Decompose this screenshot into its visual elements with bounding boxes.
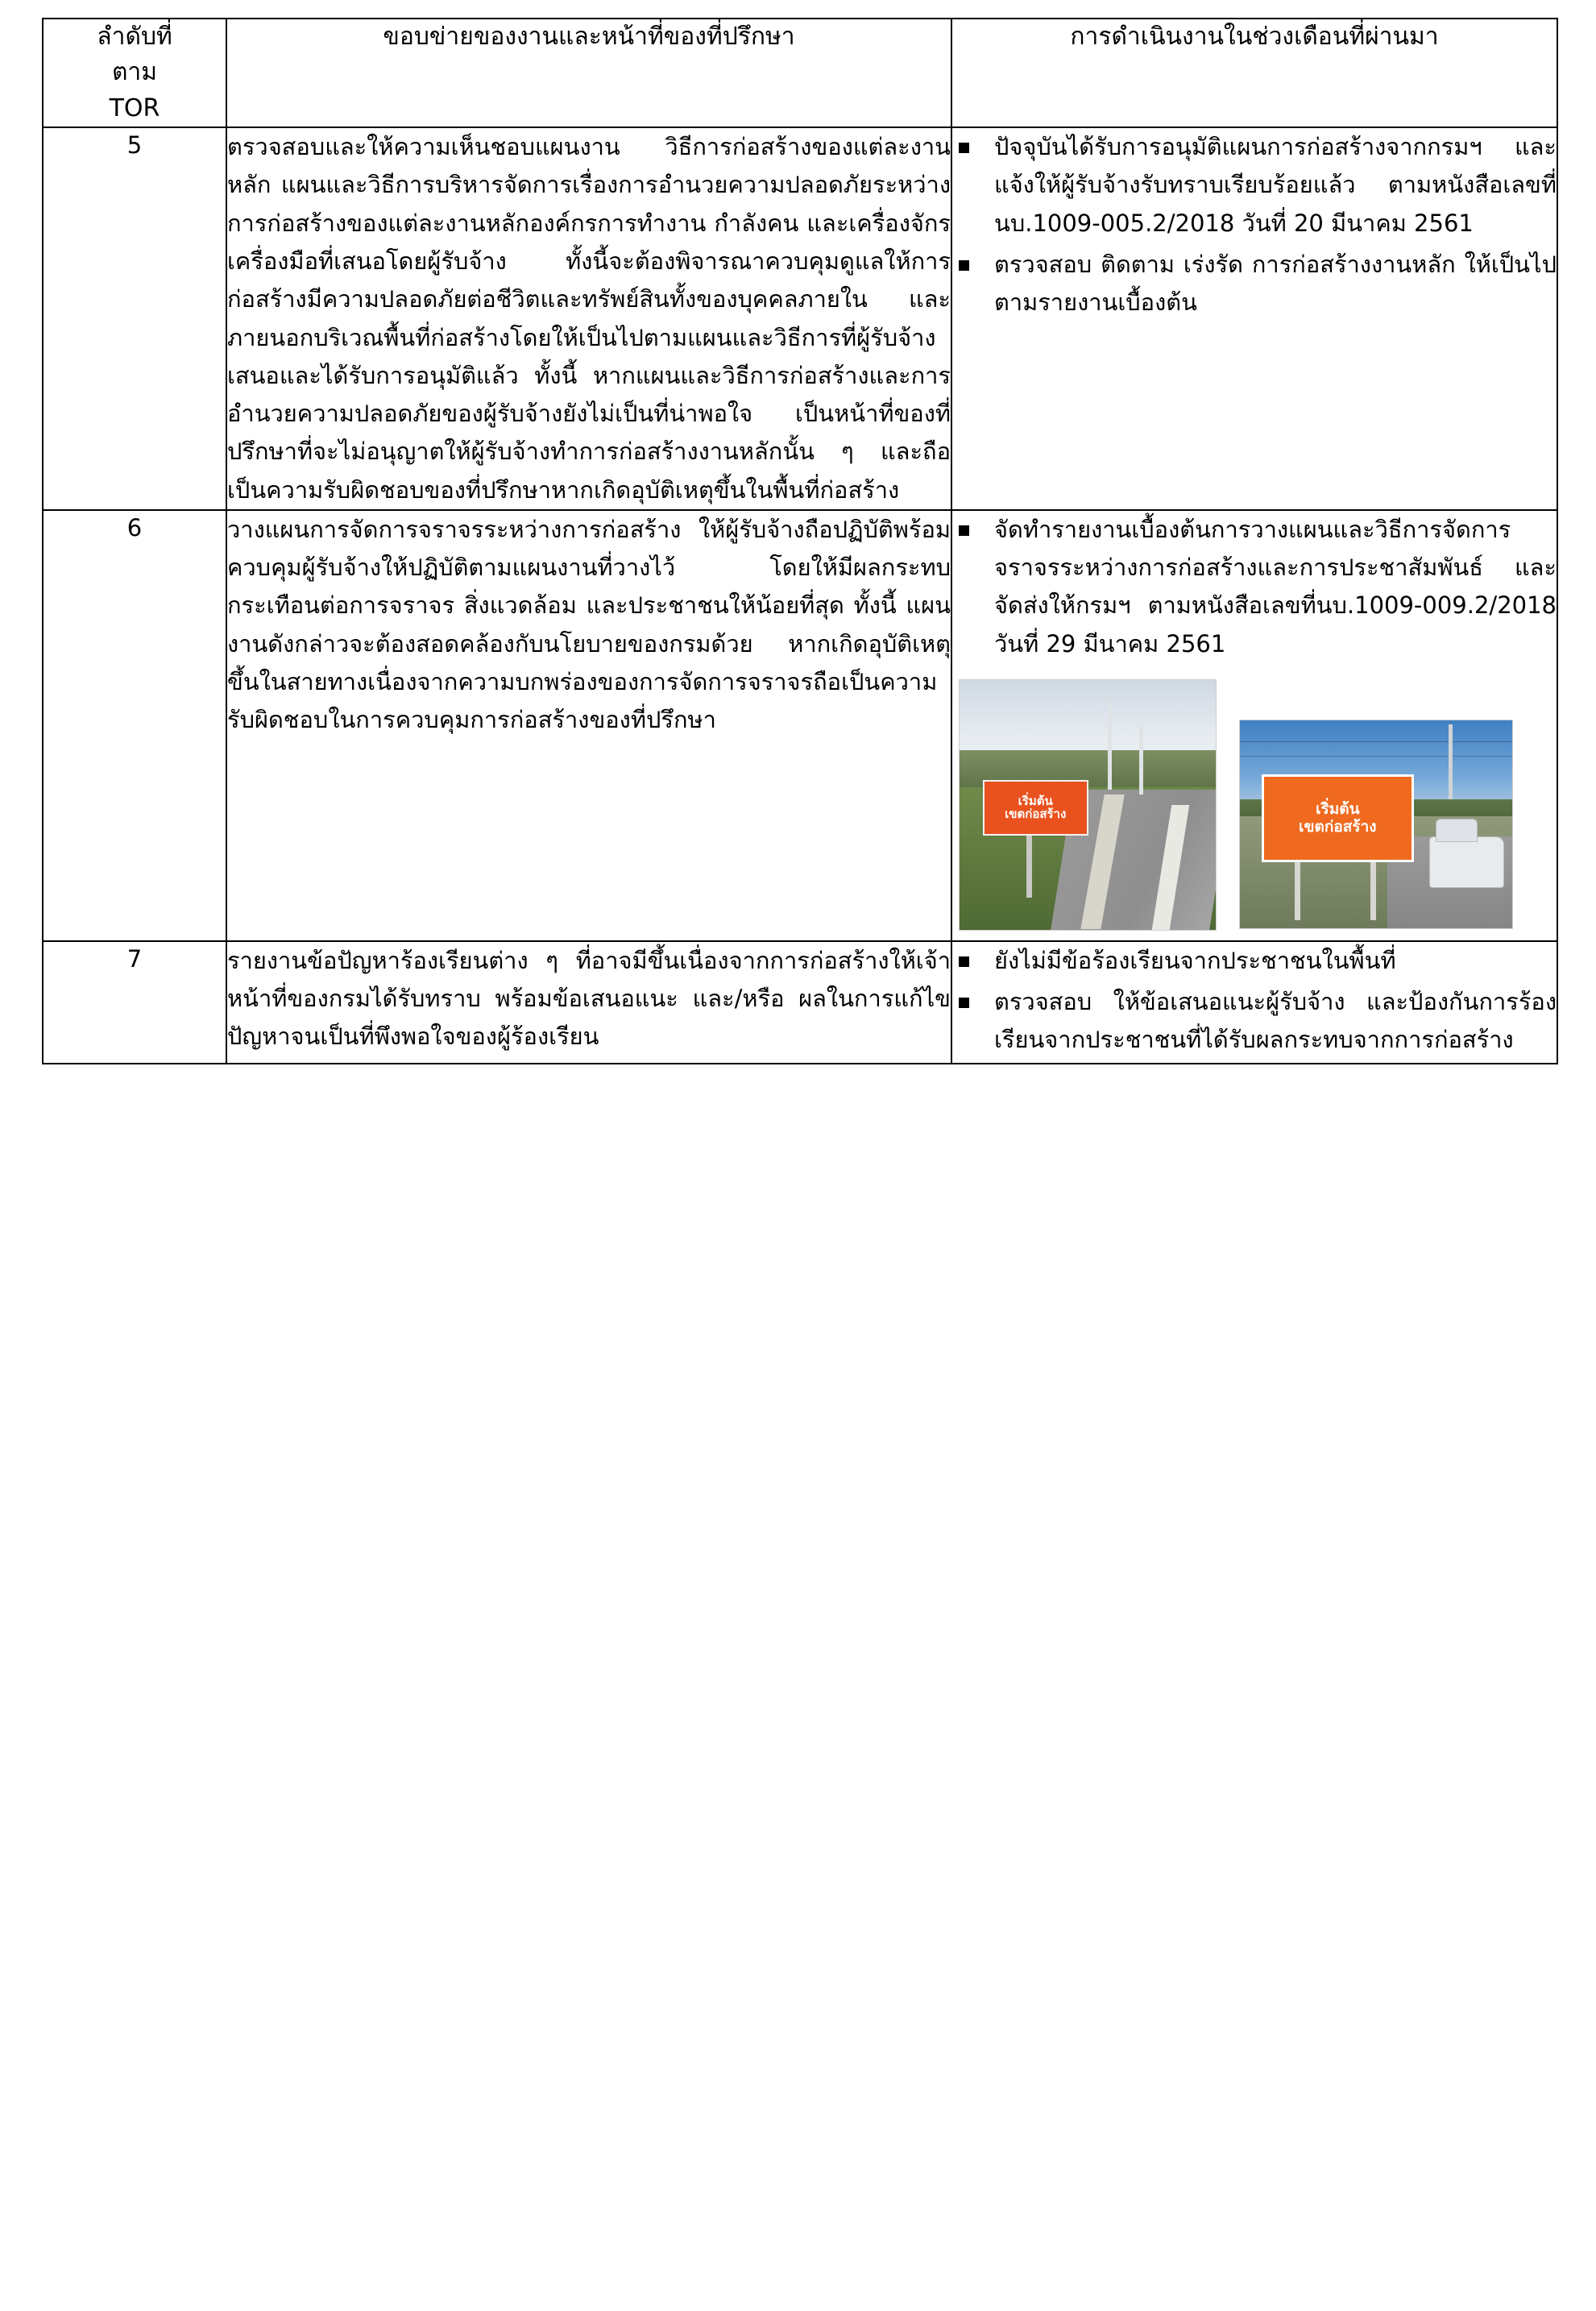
table-row xyxy=(43,510,1557,941)
cell-progress xyxy=(951,127,1557,510)
cell-order-no: 7 xyxy=(43,941,226,1064)
cell-progress xyxy=(951,510,1557,941)
sign-post xyxy=(1370,857,1376,919)
sign-line-2: เขตก่อสร้าง xyxy=(1005,807,1067,822)
cell-scope: วางแผนการจัดการจราจรระหว่างการก่อสร้าง ให้ผู้รับจ้างถือปฏิบัติพร้อมควบคุมผู้รับจ้างให้ปฏิบัติตามแผนงานที่วางไว้ โดยให้มีผลกระทบกระเทือนต่อการจราจร สิ่งแวดล้อม และประชาชนให้น้อยที่สุด ทั้งนี้ แผนงานดังกล่าวจะต้องสอดคล้องกับนโยบายของกรมด้วย หากเกิดอุบัติเหตุขึ้นในสายทางเนื่องจากความบกพร่องของการจัดการจราจรถือเป็นความรับผิดชอบในการควบคุมการก่อสร้างของที่ปรึกษา xyxy=(226,510,951,941)
sign-post xyxy=(1026,832,1032,898)
list-item: ตรวจสอบ ให้ข้อเสนอแนะผู้รับจ้าง และป้องกันการร้องเรียนจากประชาชนที่ได้รับผลกระทบจากการก่อสร้าง xyxy=(952,983,1557,1060)
header-order-line-3: TOR xyxy=(109,93,160,122)
cell-order-no: 6 xyxy=(43,510,226,941)
progress-bullet-list xyxy=(952,128,1557,322)
cell-progress xyxy=(951,941,1557,1064)
sign-line-1: เริ่มต้น xyxy=(1018,793,1053,808)
construction-start-sign-closeup-photo xyxy=(1239,720,1513,929)
header-cell-scope: ขอบข่ายของงานและหน้าที่ของที่ปรึกษา xyxy=(226,19,951,127)
cell-scope: ตรวจสอบและให้ความเห็นชอบแผนงาน วิธีการก่อสร้างของแต่ละงานหลัก แผนและวิธีการบริหารจัดการเรื่องการอำนวยความปลอดภัยระหว่างการก่อสร้างของแต่ละงานหลักองค์กรการทำงาน กำลังคน และเครื่องจักรเครื่องมือที่เสนอโดยผู้รับจ้าง ทั้งนี้จะต้องพิจารณาควบคุมดูแลให้การก่อสร้างมีความปลอดภัยต่อชีวิตและทรัพย์สินทั้งของบุคคลภายใน และภายนอกบริเวณพื้นที่ก่อสร้างโดยให้เป็นไปตามแผนและวิธีการที่ผู้รับจ้างเสนอและได้รับการอนุมัติแล้ว ทั้งนี้ หากแผนและวิธีการก่อสร้างและการอำนวยความปลอดภัยของผู้รับจ้างยังไม่เป็นที่น่าพอใจ เป็นหน้าที่ของที่ปรึกษาที่จะไม่อนุญาตให้ผู้รับจ้างทำการก่อสร้างงานหลักนั้น ๆ และถือเป็นความรับผิดชอบของที่ปรึกษาหากเกิดอุบัติเหตุขึ้นในพื้นที่ก่อสร้าง xyxy=(226,127,951,510)
table-header-row xyxy=(43,19,1557,127)
table-row xyxy=(43,127,1557,510)
header-order-line-2: ตาม xyxy=(111,58,158,87)
list-item: ปัจจุบันได้รับการอนุมัติแผนการก่อสร้างจากกรมฯ และแจ้งให้ผู้รับจ้างรับทราบเรียบร้อยแล้ว ตามหนังสือเลขที่ นบ.1009-005.2/2018 วันที่ 20 มีนาคม 2561 xyxy=(952,128,1557,243)
list-item: จัดทำรายงานเบื้องต้นการวางแผนและวิธีการจัดการจราจรระหว่างการก่อสร้างและการประชาสัมพันธ์ และจัดส่งให้กรมฯ ตามหนังสือเลขที่นบ.1009-009.2/2018 วันที่ 29 มีนาคม 2561 xyxy=(952,511,1557,663)
work-scope-progress-table xyxy=(42,18,1558,1064)
power-line xyxy=(1240,756,1512,757)
pickup-truck xyxy=(1429,836,1504,888)
progress-bullet-list xyxy=(952,511,1557,663)
header-cell-order-no xyxy=(43,19,226,127)
power-line xyxy=(1240,741,1512,742)
sign-post xyxy=(1295,857,1300,919)
list-item: ตรวจสอบ ติดตาม เร่งรัด การก่อสร้างงานหลัก ให้เป็นไปตามรายงานเบื้องต้น xyxy=(952,246,1557,322)
header-cell-progress: การดำเนินงานในช่วงเดือนที่ผ่านมา xyxy=(951,19,1557,127)
construction-start-sign xyxy=(983,780,1088,836)
construction-start-sign-roadside-photo xyxy=(959,679,1217,931)
progress-bullet-list xyxy=(952,942,1557,1060)
cell-scope: รายงานข้อปัญหาร้องเรียนต่าง ๆ ที่อาจมีขึ้นเนื่องจากการก่อสร้างให้เจ้าหน้าที่ของกรมได้รับทราบ พร้อมข้อเสนอแนะ และ/หรือ ผลในการแก้ไขปัญหาจนเป็นที่พึงพอใจของผู้ร้องเรียน xyxy=(226,941,951,1064)
utility-pole xyxy=(1108,700,1112,790)
utility-pole xyxy=(1139,725,1143,795)
sign-line-1: เริ่มต้น xyxy=(1316,799,1360,818)
table-row xyxy=(43,941,1557,1064)
header-order-line-1: ลำดับที่ xyxy=(97,23,172,51)
photo-group xyxy=(952,674,1557,940)
cell-order-no: 5 xyxy=(43,127,226,510)
construction-start-sign xyxy=(1262,774,1414,862)
list-item: ยังไม่มีข้อร้องเรียนจากประชาชนในพื้นที่ xyxy=(952,942,1557,980)
sign-line-2: เขตก่อสร้าง xyxy=(1299,817,1377,836)
